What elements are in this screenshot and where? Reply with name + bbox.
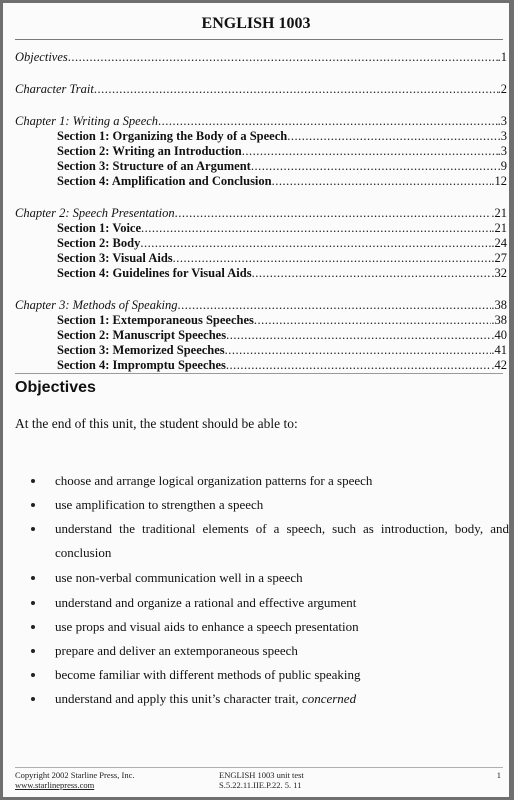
toc-entry-objectives[interactable]: [15, 50, 507, 65]
toc-entry-ch3-section-3[interactable]: [57, 343, 507, 358]
bullet-icon: [31, 576, 35, 580]
toc-leader: [94, 82, 498, 97]
toc-page-number: .21: [491, 221, 507, 235]
toc-leader: [158, 114, 498, 129]
toc-leader: [141, 221, 491, 236]
toc-entry-label: Section 3: Visual Aids: [57, 251, 173, 265]
toc-entry-label: Section 4: Amplification and Conclusion: [57, 174, 272, 188]
toc-page-number: .3: [497, 129, 507, 143]
toc-entry-label: Section 3: Structure of an Argument: [57, 159, 251, 173]
footer-center: [219, 770, 304, 790]
toc-entry-label: Objectives: [15, 50, 68, 64]
toc-leader: [177, 298, 491, 313]
toc-entry-label: Section 3: Memorized Speeches: [57, 343, 225, 357]
toc-entry-ch1-section-1[interactable]: [57, 129, 507, 144]
toc-entry-ch1-section-2[interactable]: [57, 144, 507, 159]
bullet-icon: [31, 697, 35, 701]
toc-leader: [272, 174, 492, 189]
list-item-text: use non-verbal communication well in a speech: [55, 570, 303, 585]
toc-entry-label: Character Trait: [15, 82, 94, 96]
toc-leader: [173, 251, 492, 266]
list-item-text: [55, 687, 509, 711]
toc-leader: [252, 266, 492, 281]
toc-entry-label: Section 2: Manuscript Speeches: [57, 328, 227, 342]
toc-leader: [251, 159, 498, 174]
toc-leader: [175, 206, 492, 221]
toc-leader: [226, 328, 491, 343]
title-divider: [15, 39, 503, 40]
document-title: ENGLISH 1003: [201, 15, 311, 32]
toc-page-number: .3: [497, 114, 507, 128]
toc-entry-ch1-section-3[interactable]: [57, 159, 507, 174]
footer-divider: [15, 767, 503, 768]
toc-entry-label: Section 4: Impromptu Speeches: [57, 358, 226, 372]
toc-page-number: .27: [491, 251, 507, 265]
list-item-text: understand the traditional elements of a speech, such as introduction, body, and conclusion: [55, 521, 509, 560]
toc-page-number: .38: [491, 298, 507, 312]
bullet-icon: [31, 503, 35, 507]
objectives-heading: Objectives: [15, 379, 96, 396]
toc-entry-label: Section 1: Organizing the Body of a Speech: [57, 129, 288, 143]
toc-entry-label: Chapter 1: Writing a Speech: [15, 114, 159, 128]
toc-leader: [68, 50, 498, 65]
footer-copyright: Copyright 2002 Starline Press, Inc.: [15, 770, 135, 780]
list-item-text: prepare and deliver an extemporaneous speech: [55, 643, 298, 658]
objectives-intro: At the end of this unit, the student should be able to:: [15, 416, 298, 431]
toc-entry-label: Section 2: Body: [57, 236, 141, 250]
toc-entry-label: Chapter 3: Methods of Speaking: [15, 298, 178, 312]
toc-page-number: .21: [491, 206, 507, 220]
toc-entry-ch2-section-1[interactable]: [57, 221, 507, 236]
toc-entry-ch3-section-2[interactable]: [57, 328, 507, 343]
bullet-icon: [31, 601, 35, 605]
toc-leader: [140, 236, 491, 251]
toc-leader: [226, 358, 492, 373]
list-item-text: use amplification to strengthen a speech: [55, 497, 264, 512]
toc-page-number: .9: [497, 159, 507, 173]
toc-leader: [254, 313, 492, 328]
toc-page-number: .32: [491, 266, 507, 280]
toc-entry-ch2-section-2[interactable]: [57, 236, 507, 251]
document-page: [3, 3, 509, 797]
footer-page-number: 1: [496, 770, 501, 780]
toc-page-number: .12: [491, 174, 507, 188]
footer-website-link[interactable]: www.starlinepress.com: [15, 780, 95, 790]
toc-leader: [287, 129, 497, 144]
toc-entry-label: Section 4: Guidelines for Visual Aids: [57, 266, 252, 280]
list-item-text: become familiar with different methods of public speaking: [55, 667, 361, 682]
toc-entry-label: Section 1: Voice: [57, 221, 142, 235]
toc-page-number: .3: [497, 144, 507, 158]
bullet-icon: [31, 479, 35, 483]
footer-left: [15, 770, 134, 790]
toc-entry-ch3-section-1[interactable]: [57, 313, 507, 328]
toc-entry-ch3-section-4[interactable]: [57, 358, 507, 373]
toc-entry-ch1-section-4[interactable]: [57, 174, 507, 189]
list-item-text: choose and arrange logical organization patterns for a speech: [55, 473, 373, 488]
toc-leader: [242, 144, 498, 159]
bullet-icon: [31, 625, 35, 629]
toc-entry-ch2-section-3[interactable]: [57, 251, 507, 266]
list-item-text-main: understand and apply this unit’s character trait,: [55, 691, 302, 706]
bullet-icon: [31, 673, 35, 677]
character-trait-emphasis: concerned: [301, 691, 357, 706]
toc-entry-ch2-section-4[interactable]: [57, 266, 507, 281]
footer-test-title: ENGLISH 1003 unit test: [219, 770, 304, 780]
toc-page-number: .38: [491, 313, 507, 327]
toc-entry-chapter-2[interactable]: [15, 206, 507, 221]
toc-entry-label: Section 2: Writing an Introduction: [57, 144, 242, 158]
list-item-text: understand and organize a rational and effective argument: [55, 595, 357, 610]
toc-page-number: .24: [491, 236, 507, 250]
toc-entry-chapter-1[interactable]: [15, 114, 507, 129]
bullet-icon: [31, 649, 35, 653]
toc-page-number: .40: [491, 328, 507, 342]
list-item-text: use props and visual aids to enhance a speech presentation: [55, 619, 359, 634]
bullet-icon: [31, 527, 35, 531]
toc-page-number: .1: [497, 50, 507, 64]
toc-entry-label: Section 1: Extemporaneous Speeches: [57, 313, 254, 327]
section-divider: [15, 373, 503, 374]
toc-entry-chapter-3[interactable]: [15, 298, 507, 313]
toc-page-number: .2: [497, 82, 507, 96]
toc-entry-label: Chapter 2: Speech Presentation: [15, 206, 175, 220]
footer-standards-code: S.5.22.11.IIE.P.22. 5. 11: [219, 780, 302, 790]
toc-entry-character-trait[interactable]: [15, 82, 507, 97]
toc-page-number: .41: [491, 343, 507, 357]
toc-leader: [225, 343, 492, 358]
toc-page-number: .42: [491, 358, 507, 372]
